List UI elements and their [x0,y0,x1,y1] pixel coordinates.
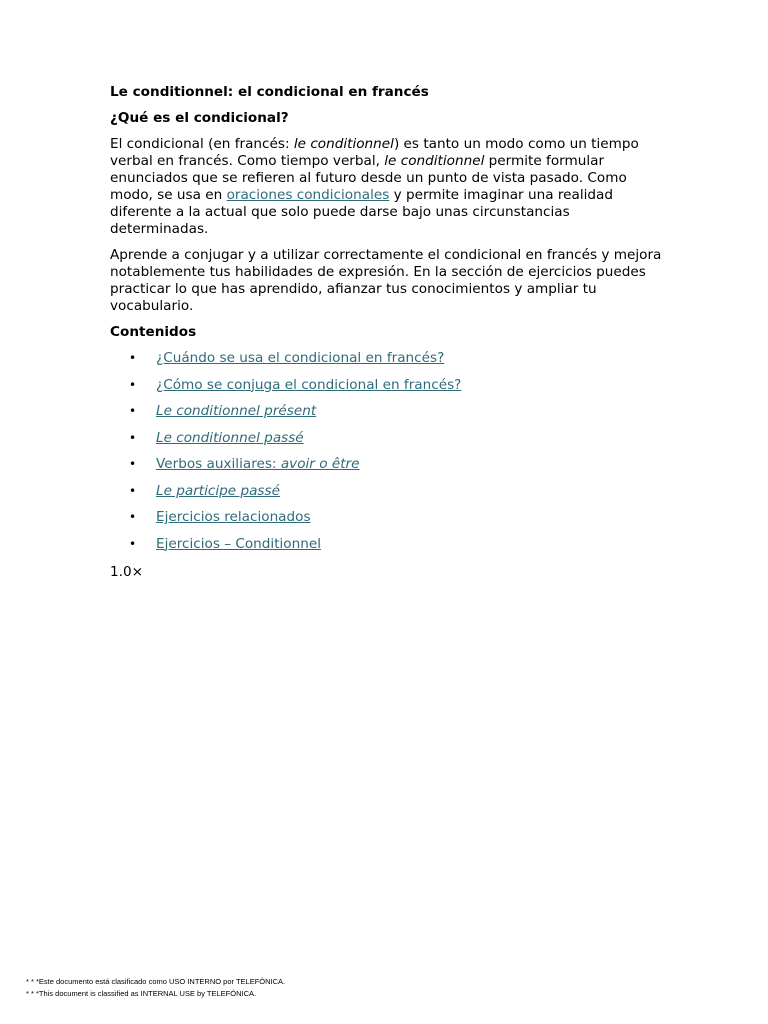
list-item [110,350,662,377]
bullet-icon: • [129,404,137,418]
contents-link-auxiliares[interactable] [156,456,360,472]
contents-link-passe[interactable]: Le conditionnel passé [156,429,304,446]
contents-list [110,350,662,562]
playback-speed[interactable]: 1.0× [110,564,144,580]
list-item [110,377,662,404]
bullet-icon: • [129,430,137,445]
text-run: El condicional (en francés: [110,136,294,152]
bullet-icon: • [129,351,137,365]
document-body [110,84,662,581]
bullet-icon: • [129,483,137,498]
text-run: permite formular enunciados que se refieren al futuro desde un punto de vista pasado. Como modo, se usa en [110,153,627,203]
link-text: Verbos auxiliares: [156,456,281,472]
contents-link-ejercicios-relacionados[interactable]: Ejercicios relacionados [156,509,311,525]
list-item [110,456,662,483]
text-run: ) es tanto un modo como un tiempo verbal en francés. Como tiempo verbal, [110,136,639,169]
link-oraciones-condicionales[interactable]: oraciones condicionales [226,187,390,203]
contents-link-como[interactable]: ¿Cómo se conjuga el condicional en francés? [156,376,462,393]
bullet-icon: • [129,510,137,524]
contents-link-cuando[interactable]: ¿Cuándo se usa el condicional en francés? [156,350,445,366]
list-item [110,403,662,430]
section-heading: ¿Qué es el condicional? [110,110,289,126]
text-run: y permite imaginar una realidad diferente a la actual que solo puede darse bajo unas circunstancias determinadas. [110,187,613,237]
contents-link-present[interactable]: Le conditionnel présent [156,403,317,419]
bullet-icon: • [129,377,137,392]
page-title: Le conditionnel: el condicional en francés [110,84,429,100]
classification-footer [26,976,285,1000]
list-item [110,536,662,563]
link-italic-text: avoir o être [280,456,360,472]
contents-link-participe[interactable]: Le participe passé [156,482,280,499]
italic-term: le conditionnel [293,136,394,152]
bullet-icon: • [129,536,137,551]
second-paragraph: Aprende a conjugar y a utilizar correctamente el condicional en francés y mejora notablemente tus habilidades de expresión. En la sección de ejercicios puedes practicar lo que has aprendido, afianzar tus conocimientos y ampliar tu vocabulario. [110,247,662,314]
intro-paragraph [110,136,662,238]
list-item [110,483,662,510]
list-item [110,430,662,457]
contents-link-ejercicios-conditionnel[interactable]: Ejercicios – Conditionnel [156,535,321,552]
footer-line-es: * * *Este documento está clasificado como USO INTERNO por TELEFÓNICA. [26,977,286,986]
list-item [110,509,662,536]
italic-term: le conditionnel [384,153,485,169]
bullet-icon: • [129,457,137,471]
contents-heading: Contenidos [110,324,197,340]
footer-line-en: * * *This document is classified as INTERNAL USE by TELEFÓNICA. [26,989,257,998]
